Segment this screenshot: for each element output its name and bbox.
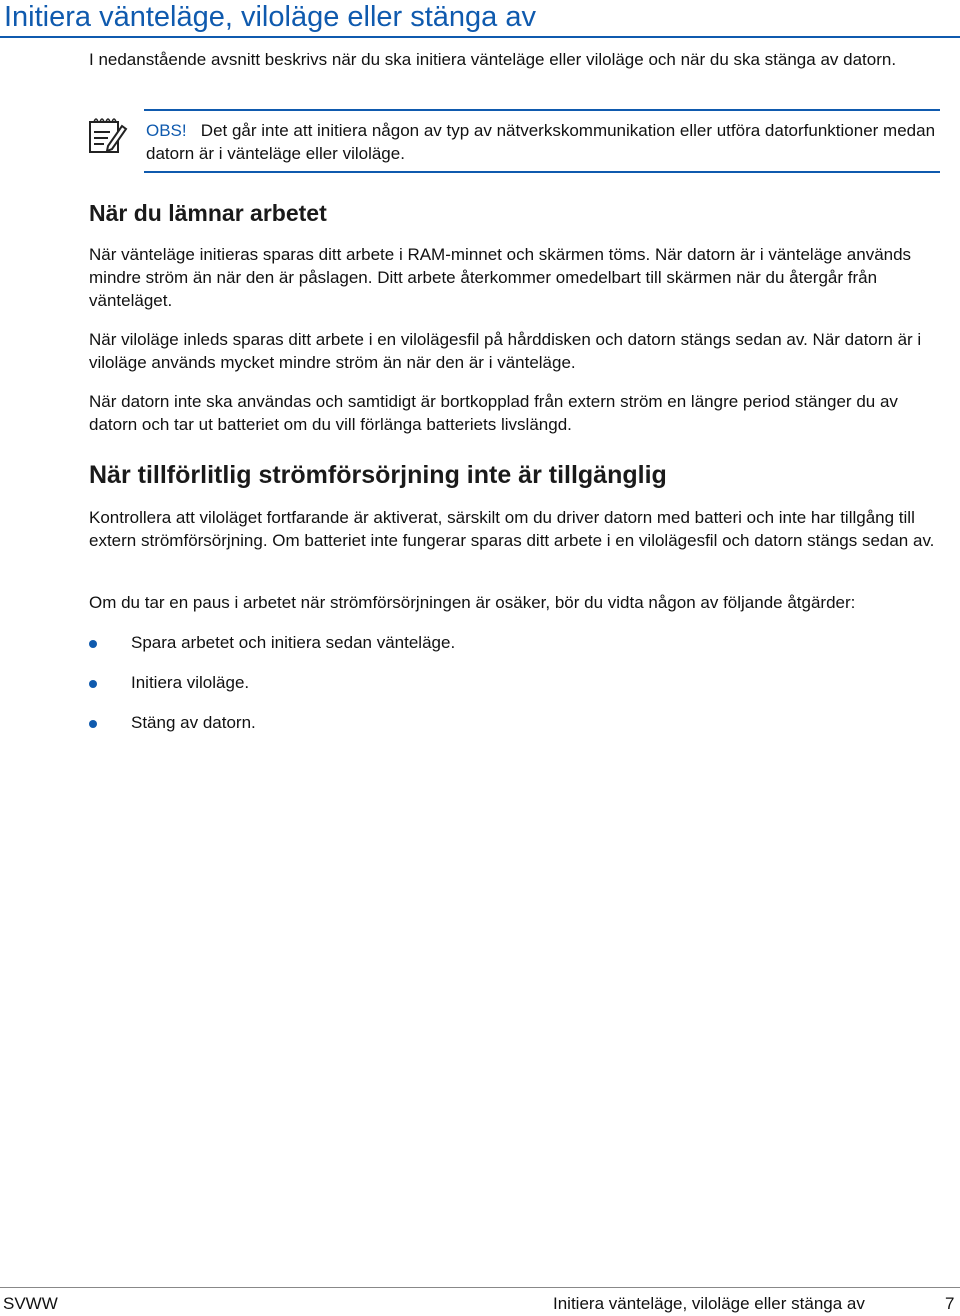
page-number: 7	[945, 1294, 955, 1313]
paragraph: När datorn inte ska användas och samtidigt är bortkopplad från extern ström en längre period stänger du av datorn och tar ut batteriet om du vill förlänga batteriets livslängd.	[89, 392, 898, 434]
bullet-icon	[89, 720, 97, 728]
note-text-block	[146, 119, 938, 165]
paragraph: När vänteläge initieras sparas ditt arbete i RAM-minnet och skärmen töms. När datorn är i vänteläge används mindre ström än när den är påslagen. Ditt arbete återkommer omedelbart till skärmen när du återgår från vänteläget.	[89, 245, 912, 310]
note-top-divider	[144, 109, 940, 111]
paragraph: Kontrollera att viloläget fortfarande är aktiverat, särskilt om du driver datorn med batteri och inte har tillgång till extern strömförsörjning. Om batteriet inte fungerar sparas ditt arbete i en vilolägesfil och datorn stängs sedan av.	[89, 508, 935, 550]
list-item-text: Spara arbetet och initiera sedan vänteläge.	[131, 633, 456, 652]
note-bottom-divider	[144, 171, 940, 173]
note-label: OBS!	[146, 121, 187, 140]
footer-divider	[0, 1287, 960, 1288]
footer-left: SVWW	[3, 1294, 58, 1313]
paragraph: När viloläge inleds sparas ditt arbete i en vilolägesfil på hårddisken och datorn stängs sedan av. När datorn är i viloläge används mycket mindre ström än när den är i vänteläge.	[89, 330, 922, 372]
list-item-text: Stäng av datorn.	[131, 713, 256, 732]
note-pad-icon	[86, 114, 128, 156]
intro-paragraph: I nedanstående avsnitt beskrivs när du ska initiera vänteläge eller viloläge och när du ska stänga av datorn.	[89, 50, 897, 69]
title-divider	[0, 36, 960, 38]
bullet-list	[89, 631, 909, 751]
note-text: Det går inte att initiera någon av typ av nätverkskommunikation eller utföra datorfunktioner medan datorn är i vänteläge eller viloläge.	[146, 121, 936, 163]
list-item-text: Initiera viloläge.	[131, 673, 250, 692]
footer-title: Initiera vänteläge, viloläge eller stänga av	[553, 1294, 865, 1313]
list-item	[89, 631, 909, 671]
page-title: Initiera vänteläge, viloläge eller stänga av	[4, 1, 536, 33]
paragraph: Om du tar en paus i arbetet när strömförsörjningen är osäker, bör du vidta någon av följande åtgärder:	[89, 593, 856, 612]
bullet-icon	[89, 680, 97, 688]
bullet-icon	[89, 640, 97, 648]
section-heading: När du lämnar arbetet	[89, 200, 327, 226]
list-item	[89, 671, 909, 711]
section-heading: När tillförlitlig strömförsörjning inte är tillgänglig	[89, 461, 667, 489]
list-item	[89, 711, 909, 751]
